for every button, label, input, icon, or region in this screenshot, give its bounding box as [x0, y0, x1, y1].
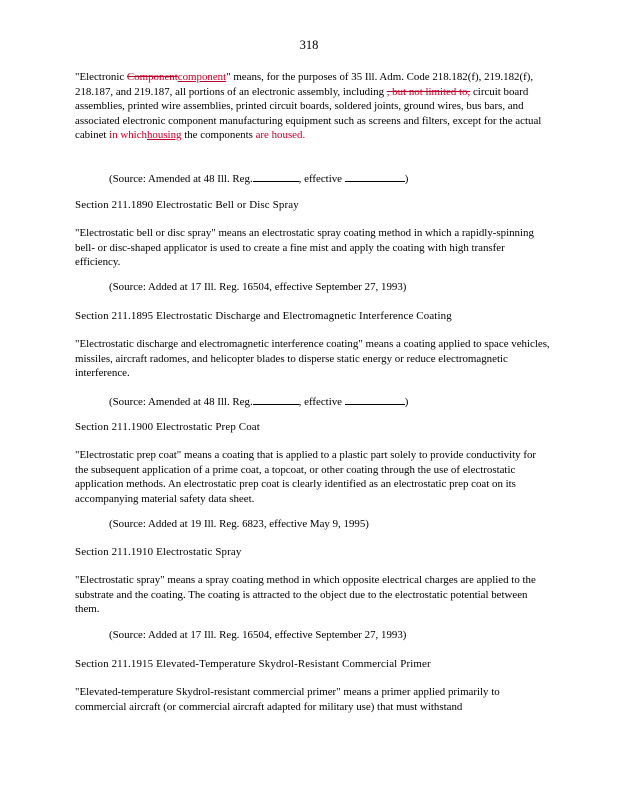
section-body-1895: "Electrostatic discharge and electromagnetic interference coating" means a coating applied to space vehicles, missiles, aircraft radomes, and helicopter blades to disperse static energy or reduce electromagnetic interference.: [75, 338, 550, 380]
inserted-text: housing: [146, 129, 182, 142]
inserted-text: .: [302, 129, 306, 142]
inserted-text: are housed: [255, 129, 303, 142]
source-note-1900: (Source: Added at 19 Ill. Reg. 6823, effective May 9, 1995): [109, 518, 369, 530]
blank-line: [253, 393, 299, 405]
paragraph-text: circuit board assemblies, printed wire assemblies, printed circuit boards, soldered joints, ground wires, bus bars, and associated electronic component manufacturing equipment such as screens and filters, except for the actual cabinet: [75, 85, 542, 142]
electronic-component-paragraph: [75, 70, 550, 143]
blank-line: [345, 393, 405, 405]
inserted-text: component: [177, 71, 227, 83]
source-close: ): [404, 396, 409, 408]
section-heading-1895: Section 211.1895 Electrostatic Discharge and Electromagnetic Interference Coating: [75, 310, 452, 322]
section-body-1890: "Electrostatic bell or disc spray" means an electrostatic spray coating method in which a rapidly-spinning bell- or disc-shaped applicator is used to create a fine mist and apply the coating with high transfer efficiency.: [75, 227, 534, 269]
source-lead: (Source: Amended at 48 Ill. Reg.: [109, 396, 253, 408]
deleted-text: , but not limited to,: [386, 85, 471, 98]
source-effective: , effective: [298, 396, 345, 408]
section-heading-1915: Section 211.1915 Elevated-Temperature Skydrol-Resistant Commercial Primer: [75, 658, 431, 670]
section-body-1915: "Elevated-temperature Skydrol-resistant commercial primer" means a primer applied primarily to commercial aircraft (or commercial aircraft adapted for military use) that must withstand: [75, 686, 500, 713]
page-number: 318: [299, 38, 319, 52]
section-heading-1890: Section 211.1890 Electrostatic Bell or Disc Spray: [75, 199, 299, 211]
deleted-text: Component: [126, 71, 178, 83]
paragraph-text: " means, for the purposes of 35 Ill. Adm. Code 218.182(f), 219.182(f), 218.187, and 219.187, all portions of an electronic assembly, including: [75, 71, 534, 98]
blank-line: [253, 170, 299, 182]
paragraph-text: "Electronic: [75, 71, 127, 83]
source-note-amended: [109, 393, 549, 410]
blank-line: [345, 170, 405, 182]
source-note-1890: (Source: Added at 17 Ill. Reg. 16504, effective September 27, 1993): [109, 281, 407, 293]
section-heading-1900: Section 211.1900 Electrostatic Prep Coat: [75, 421, 260, 433]
section-body-1900: "Electrostatic prep coat" means a coating that is applied to a plastic part solely to provide conductivity for the subsequent application of a prime coat, a topcoat, or other coating through the use of electrostatic application methods. An electrostatic prep coat is clearly identified as an electrostatic prep coat on its accompanying material safety data sheet.: [75, 449, 537, 505]
source-close: ): [404, 173, 409, 185]
source-effective: , effective: [298, 173, 345, 185]
section-body-1910: "Electrostatic spray" means a spray coating method in which opposite electrical charges are applied to the substrate and the coating. The coating is attracted to the object due to the electrostatic potential between them.: [75, 574, 536, 616]
source-lead: (Source: Amended at 48 Ill. Reg.: [109, 173, 253, 185]
source-note-1910: (Source: Added at 17 Ill. Reg. 16504, effective September 27, 1993): [109, 629, 407, 641]
section-heading-1910: Section 211.1910 Electrostatic Spray: [75, 546, 242, 558]
paragraph-text: the components: [181, 129, 256, 142]
source-note-amended: [109, 170, 549, 187]
inserted-text: in which: [109, 129, 147, 142]
